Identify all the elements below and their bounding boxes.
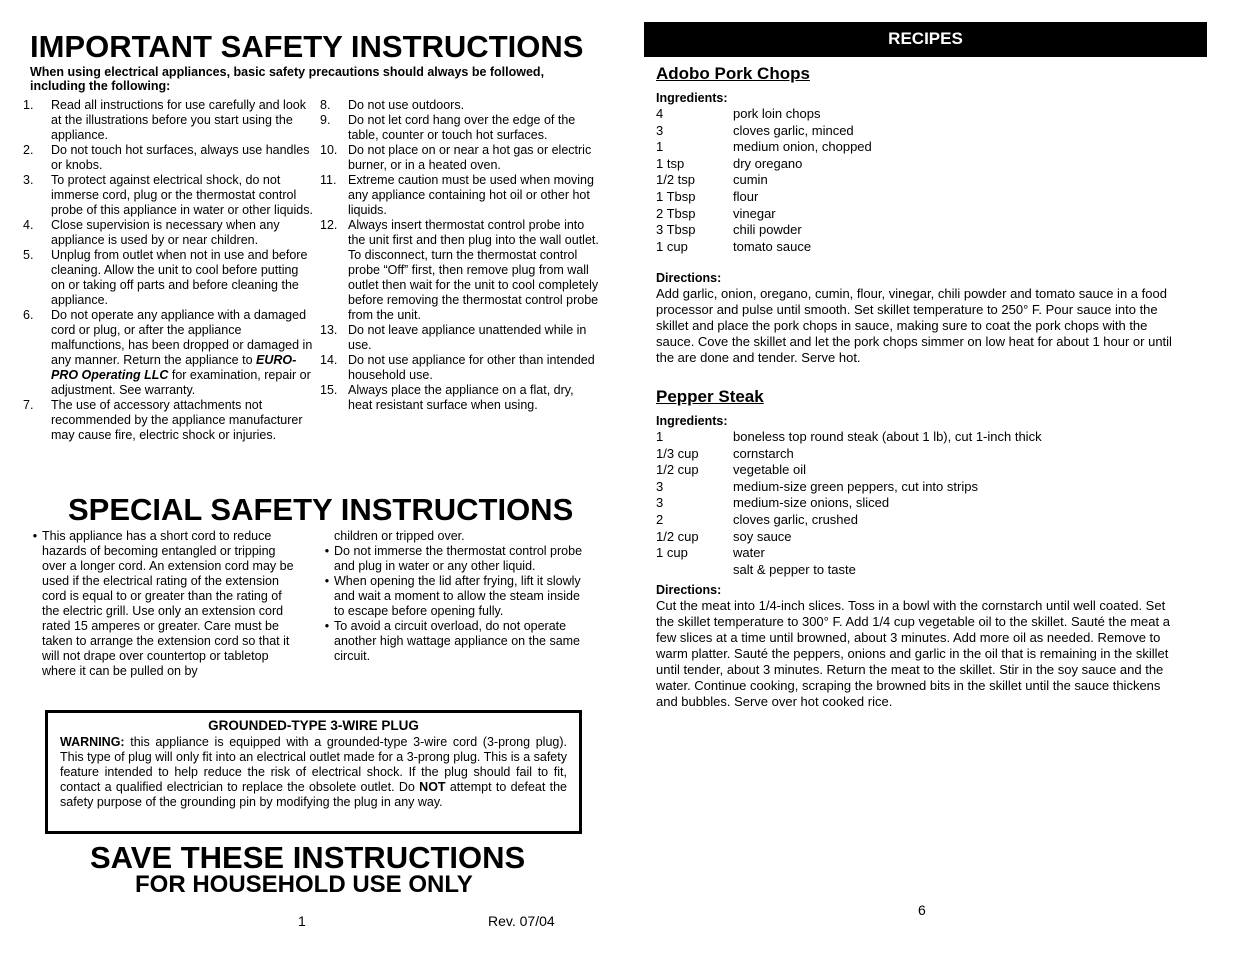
recipe-title: Adobo Pork Chops — [656, 64, 810, 83]
bullet: • — [324, 544, 330, 558]
household-use-subtitle: FOR HOUSEHOLD USE ONLY — [135, 871, 473, 898]
warning-not: NOT — [419, 780, 446, 794]
ingredient-quantity: 1 Tbsp — [656, 188, 696, 204]
item-number: 3. — [23, 173, 34, 187]
ingredient-quantity — [656, 562, 733, 579]
recipe-title: Pepper Steak — [656, 387, 764, 406]
item-number: 10. — [320, 143, 338, 157]
ingredient-name: pork loin chops — [733, 106, 821, 121]
special-list-column-1 — [28, 529, 302, 679]
bullet: • — [324, 574, 330, 588]
bullet-item — [28, 529, 302, 679]
ingredient-name: water — [733, 545, 765, 561]
item-number: 1. — [23, 98, 34, 112]
ingredient-name: chili powder — [733, 222, 802, 238]
warning-text-part-2: attempt to defeat the safety purpose of the grounding pin by modifying the plug in any way. — [60, 780, 567, 809]
item-text: Always place the appliance on a flat, dry, heat resistant surface when using. — [348, 383, 574, 412]
ingredient-name: cumin — [733, 172, 768, 188]
save-instructions-title: SAVE THESE INSTRUCTIONS — [90, 840, 526, 875]
ingredient-row — [656, 189, 1176, 206]
list-item — [320, 173, 600, 218]
important-title: IMPORTANT SAFETY INSTRUCTIONS — [30, 29, 584, 64]
ingredient-row — [656, 446, 1176, 463]
ingredient-quantity: 1/3 cup — [656, 445, 699, 461]
warning-box-text — [60, 735, 567, 810]
directions-label: Directions: — [656, 583, 722, 598]
item-number: 11. — [320, 173, 337, 187]
bullet: • — [32, 529, 38, 543]
list-item — [320, 143, 600, 173]
special-title: SPECIAL SAFETY INSTRUCTIONS — [68, 492, 574, 527]
item-text: Do not use outdoors. — [348, 98, 465, 112]
item-text: Extreme caution must be used when moving any appliance containing hot oil or other hot liquids. — [348, 173, 594, 217]
ingredient-name: vinegar — [733, 205, 776, 221]
ingredient-name: medium onion, chopped — [733, 139, 872, 155]
item-number: 2. — [23, 143, 34, 157]
bullet-item — [320, 529, 590, 544]
ingredient-quantity: 1 — [656, 139, 664, 155]
item-text: Do not leave appliance unattended while in use. — [348, 323, 587, 352]
item-text: Do not use appliance for other than intended household use. — [348, 353, 595, 382]
warning-text-part-1: this appliance is equipped with a grounded-type 3-wire cord (3-prong plug). This type of plug will only fit into an electrical outlet made for a 3-prong plug. This is a safety feature intended to help reduce the risk of electrical shock. If the plug should fail to fit, contact a qualified electrician to replace the obsolete outlet. Do — [60, 735, 567, 794]
directions-label: Directions: — [656, 271, 722, 286]
item-text-part-2: for examination, repair or adjustment. See warranty. — [51, 368, 311, 397]
bullet-item — [320, 574, 590, 619]
list-item — [23, 308, 313, 398]
item-text: The use of accessory attachments not recommended by the appliance manufacturer may cause fire, electric shock or injuries. — [51, 398, 303, 442]
ingredient-row — [656, 222, 1176, 239]
directions-text: Add garlic, onion, oregano, cumin, flour, vinegar, chili powder and tomato sauce in a food processor and pulse until smooth. Set skillet temperature to 250° F. Pour sauce into the skillet and place the pork chops in sauce, making sure to coat the pork chops with the sauce. Cove the skillet and let the pork chops simmer on low heat for about 1 hour or until the are done and tender. Serve hot. — [656, 286, 1172, 366]
item-text: Do not let cord hang over the edge of the table, counter or touch hot surfaces. — [348, 113, 576, 142]
bullet-text: When opening the lid after frying, lift it slowly and wait a moment to allow the steam inside to escape before opening fully. — [334, 574, 581, 618]
ingredient-name: salt & pepper to taste — [733, 561, 856, 577]
ingredient-row — [656, 239, 1176, 256]
bullet — [320, 529, 334, 544]
ingredient-row — [656, 206, 1176, 223]
important-subtitle: When using electrical appliances, basic safety precautions should always be followed, including the following: — [30, 65, 545, 93]
item-text: Do not place on or near a hot gas or electric burner, or in a heated oven. — [348, 143, 592, 172]
ingredient-row — [656, 156, 1176, 173]
ingredient-row — [656, 512, 1176, 529]
ingredient-name: boneless top round steak (about 1 lb), cut 1-inch thick — [733, 429, 1042, 444]
item-number: 12. — [320, 218, 338, 232]
ingredient-row — [656, 123, 1176, 140]
ingredient-row — [656, 429, 1176, 446]
item-number: 7. — [23, 398, 34, 412]
ingredient-quantity: 4 — [656, 106, 664, 121]
ingredient-name: dry oregano — [733, 155, 803, 171]
list-item — [320, 113, 600, 143]
bullet-item — [320, 544, 590, 574]
item-number: 8. — [320, 98, 331, 112]
ingredient-name: cornstarch — [733, 445, 794, 461]
ingredient-row — [656, 562, 1176, 579]
recipe-pepper-steak — [656, 387, 1176, 710]
special-list-column-2 — [320, 529, 590, 664]
page-number-right: 6 — [918, 902, 926, 918]
ingredient-row — [656, 462, 1176, 479]
list-item — [23, 398, 313, 443]
ingredient-quantity: 3 — [656, 478, 664, 494]
ingredient-quantity: 1 cup — [656, 238, 688, 254]
item-text: Do not touch hot surfaces, always use handles or knobs. — [51, 143, 310, 172]
list-item — [320, 353, 600, 383]
item-number: 9. — [320, 113, 331, 127]
item-text: Unplug from outlet when not in use and before cleaning. Allow the unit to cool before putting on or taking off parts and before cleaning the appliance. — [51, 248, 308, 307]
ingredient-row — [656, 545, 1176, 562]
ingredients-label: Ingredients: — [656, 414, 728, 428]
ingredient-quantity: 3 — [656, 122, 664, 138]
list-item — [320, 98, 600, 113]
ingredient-quantity: 3 — [656, 495, 664, 511]
ingredient-quantity: 2 Tbsp — [656, 205, 696, 221]
ingredient-quantity: 1 cup — [656, 545, 688, 561]
grounded-plug-warning-box — [45, 710, 582, 834]
item-text — [51, 308, 313, 398]
bullet: • — [324, 619, 330, 633]
bullet-text: children or tripped over. — [334, 529, 465, 543]
company-name: EURO-PRO Operating LLC — [51, 353, 297, 382]
list-item — [23, 173, 313, 218]
list-item — [23, 98, 313, 143]
list-item — [23, 248, 313, 308]
ingredient-name: cloves garlic, crushed — [733, 511, 858, 527]
item-number: 6. — [23, 308, 34, 322]
list-item — [320, 218, 600, 323]
list-item — [23, 143, 313, 173]
ingredient-name: vegetable oil — [733, 462, 806, 478]
ingredient-name: flour — [733, 188, 759, 204]
ingredient-name: medium-size green peppers, cut into strips — [733, 478, 978, 494]
ingredient-row — [656, 479, 1176, 496]
ingredient-row — [656, 495, 1176, 512]
warning-label: WARNING: — [60, 735, 125, 749]
list-item — [23, 218, 313, 248]
ingredient-row — [656, 172, 1176, 189]
list-item — [320, 323, 600, 353]
item-number: 13. — [320, 323, 338, 337]
recipe-adobo-pork-chops — [656, 64, 1176, 366]
ingredient-quantity: 1 tsp — [656, 155, 685, 171]
safety-list-column-1 — [23, 98, 313, 443]
item-number: 14. — [320, 353, 338, 367]
ingredient-name: medium-size onions, sliced — [733, 495, 890, 511]
ingredient-quantity: 1/2 cup — [656, 462, 699, 478]
ingredient-name: tomato sauce — [733, 238, 812, 254]
ingredient-quantity: 1/2 cup — [656, 528, 699, 544]
item-text: Always insert thermostat control probe into the unit first and then plug into the wall outlet. To disconnect, turn the thermostat control probe “Off” first, then remove plug from wall outlet then wait for the unit to cool completely before removing the thermostat control probe from the unit. — [348, 218, 599, 322]
ingredient-row — [656, 529, 1176, 546]
revision-label: Rev. 07/04 — [488, 913, 555, 929]
item-text-part-1: Do not operate any appliance with a damaged cord or plug, or after the appliance malfunctions, has been dropped or damaged in any manner. Return the appliance to — [51, 308, 313, 367]
ingredient-row — [656, 106, 1176, 123]
item-text: Read all instructions for use carefully and look at the illustrations before you start using the appliance. — [51, 98, 306, 142]
list-item — [320, 383, 600, 413]
item-number: 5. — [23, 248, 34, 262]
item-text: Close supervision is necessary when any appliance is used by or near children. — [51, 218, 280, 247]
ingredient-quantity: 1 — [656, 429, 664, 444]
page-number-left: 1 — [298, 913, 306, 929]
bullet-text: To avoid a circuit overload, do not operate another high wattage appliance on the same circuit. — [334, 619, 581, 663]
ingredients-label: Ingredients: — [656, 91, 728, 105]
recipes-header-bar: RECIPES — [644, 22, 1207, 57]
ingredient-quantity: 2 — [656, 511, 664, 527]
ingredient-name: soy sauce — [733, 528, 792, 544]
bullet-item — [320, 619, 590, 664]
ingredients-list — [656, 429, 1176, 578]
ingredient-name: cloves garlic, minced — [733, 122, 854, 138]
bullet-text: This appliance has a short cord to reduce hazards of becoming entangled or tripping over a longer cord. An extension cord may be used if the electrical rating of the extension cord is equal to or greater than the rating of the electric grill. Use only an extension cord rated 15 amperes or greater. Care must be taken to arrange the extension cord so that it will not drape over countertop or tabletop where it can be pulled on by — [42, 529, 294, 678]
directions-text: Cut the meat into 1/4-inch slices. Toss in a bowl with the cornstarch until well coated. Set the skillet temperature to 300° F. Add 1/4 cup vegetable oil to the skillet. Sauté the meat a few slices at a time until browned, about 3 minutes. Add more oil as needed. Remove to warm platter. Sauté the peppers, onions and garlic in the oil that is remaining in the skillet until tender, about 3 minutes. Return the meat to the skillet. Stir in the soy sauce and the water. Continue cooking, scraping the browned bits in the skillet until the sauce thickens and bubbles. Serve over hot cooked rice. — [656, 598, 1170, 710]
ingredient-row — [656, 139, 1176, 156]
ingredients-list — [656, 106, 1176, 255]
warning-box-title: GROUNDED-TYPE 3-WIRE PLUG — [208, 718, 419, 733]
bullet-text: Do not immerse the thermostat control probe and plug in water or any other liquid. — [334, 544, 583, 573]
ingredient-quantity: 1/2 tsp — [656, 172, 696, 188]
item-number: 4. — [23, 218, 34, 232]
safety-list-column-2 — [320, 98, 600, 413]
item-number: 15. — [320, 383, 338, 397]
item-text: To protect against electrical shock, do not immerse cord, plug or the thermostat control probe of this appliance in water or other liquids. — [51, 173, 313, 217]
ingredient-quantity: 3 Tbsp — [656, 222, 696, 238]
